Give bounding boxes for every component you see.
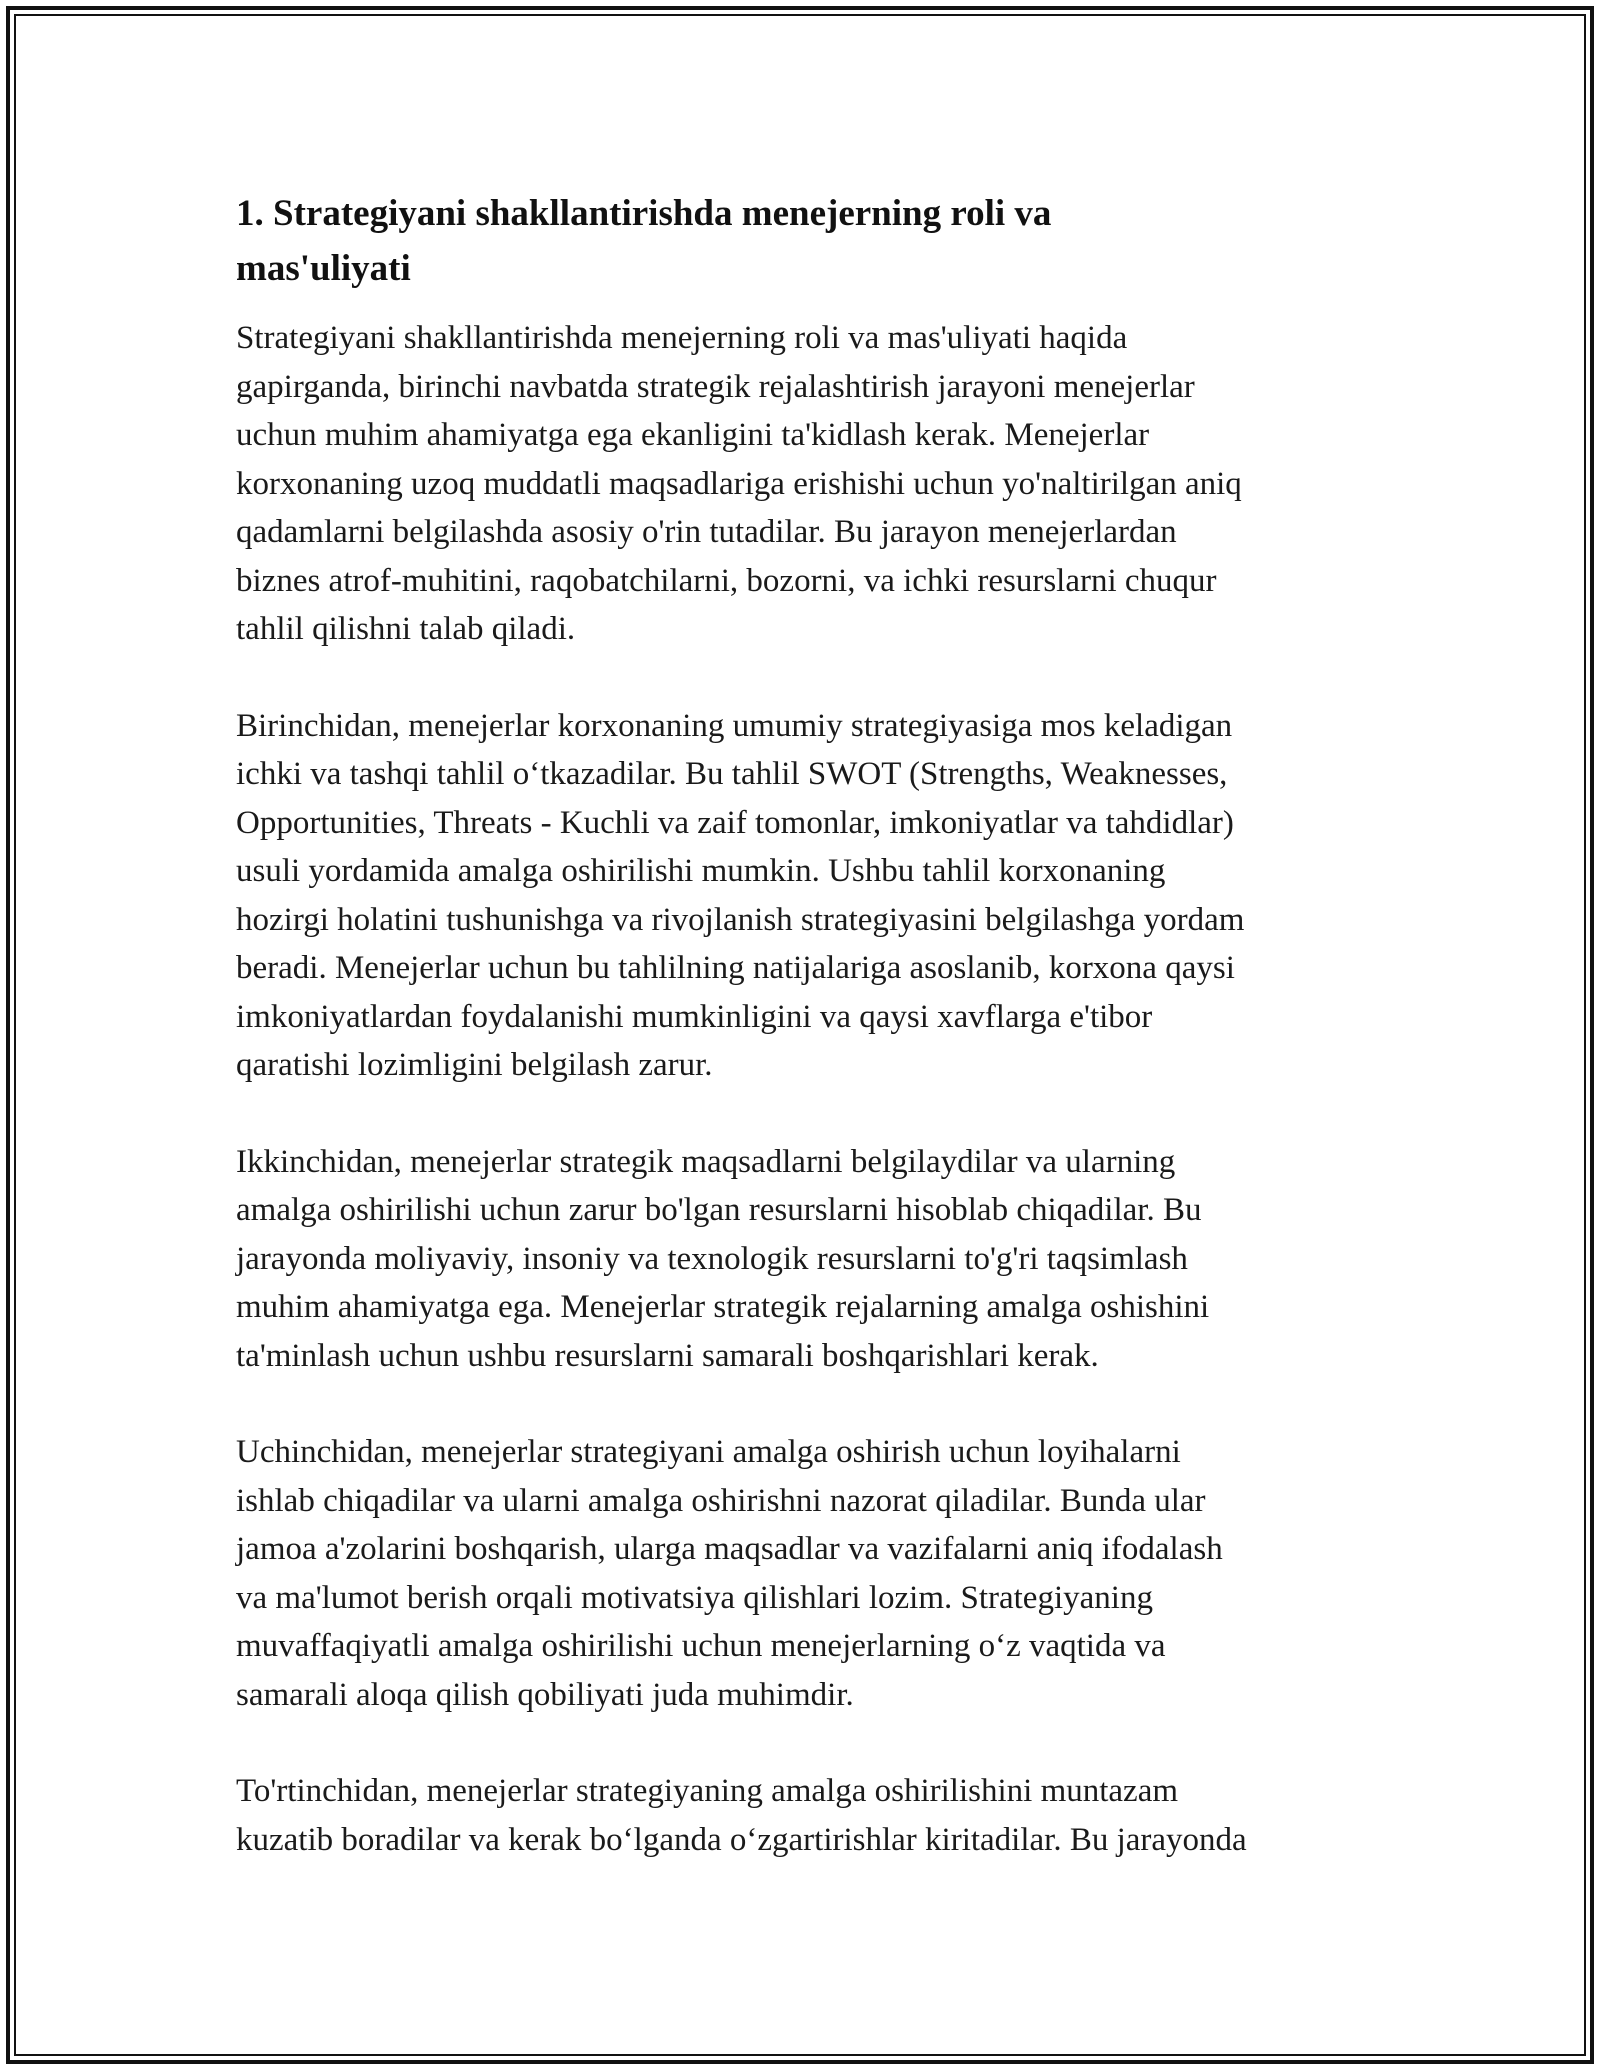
- paragraph-first: [236, 702, 1386, 1090]
- text-line: Uchinchidan, menejerlar strategiyani amalga oshirish uchun loyihalarni: [236, 1434, 1181, 1470]
- text-line: muhim ahamiyatga ega. Menejerlar strategik rejalarning amalga oshishini: [236, 1289, 1210, 1325]
- text-line: samarali aloqa qilish qobiliyati juda muhimdir.: [236, 1676, 854, 1713]
- text-line: korxonaning uzoq muddatli maqsadlariga erishishi uchun yo'naltirilgan aniq: [236, 465, 1242, 502]
- text-line: To'rtinchidan, menejerlar strategiyaning amalga oshirilishini muntazam: [236, 1773, 1179, 1809]
- text-line: hozirgi holatini tushunishga va rivojlanish strategiyasini belgilashga yordam: [236, 901, 1245, 938]
- heading-line: mas'uliyati: [236, 248, 411, 289]
- text-line: Ikkinchidan, menejerlar strategik maqsadlarni belgilaydilar va ularning: [236, 1143, 1176, 1180]
- text-line: jamoa a'zolarini boshqarish, ularga maqsadlar va vazifalarni aniq ifodalash: [236, 1531, 1223, 1567]
- text-line: kuzatib boradilar va kerak bo‘lganda o‘zgartirishlar kiritadilar. Bu jarayonda: [236, 1821, 1247, 1858]
- text-line: qadamlarni belgilashda asosiy o'rin tutadilar. Bu jarayon menejerlardan: [236, 514, 1177, 550]
- text-line: uchun muhim ahamiyatga ega ekanligini ta'kidlash kerak. Menejerlar: [236, 417, 1150, 453]
- text-line: imkoniyatlardan foydalanishi mumkinligini va qaysi xavflarga e'tibor: [236, 998, 1153, 1035]
- text-line: beradi. Menejerlar uchun bu tahlilning natijalariga asoslanib, korxona qaysi: [236, 950, 1235, 986]
- text-line: muvaffaqiyatli amalga oshirilishi uchun menejerlarning o‘z vaqtida va: [236, 1628, 1166, 1664]
- text-line: jarayonda moliyaviy, insoniy va texnologik resurslarni to'g'ri taqsimlash: [236, 1240, 1188, 1277]
- text-line: qaratishi lozimligini belgilash zarur.: [236, 1047, 713, 1083]
- section-heading: [236, 186, 1386, 296]
- paragraph-fourth: [236, 1767, 1386, 1864]
- text-line: ishlab chiqadilar va ularni amalga oshirishni nazorat qiladilar. Bunda ular: [236, 1482, 1206, 1519]
- text-line: ta'minlash uchun ushbu resurslarni samarali boshqarishlari kerak.: [236, 1337, 1099, 1374]
- text-line: Strategiyani shakllantirishda menejerning roli va mas'uliyati haqida: [236, 320, 1128, 356]
- text-line: gapirganda, birinchi navbatda strategik rejalashtirish jarayoni menejerlar: [236, 368, 1195, 405]
- paragraph-intro: [236, 314, 1386, 654]
- paragraph-third: [236, 1428, 1386, 1719]
- paragraph-second: [236, 1138, 1386, 1381]
- text-line: usuli yordamida amalga oshirilishi mumkin. Ushbu tahlil korxonaning: [236, 853, 1166, 889]
- heading-line: 1. Strategiyani shakllantirishda menejerning roli va: [236, 193, 1052, 234]
- text-line: va ma'lumot berish orqali motivatsiya qilishlari lozim. Strategiyaning: [236, 1579, 1153, 1616]
- text-line: ichki va tashqi tahlil o‘tkazadilar. Bu tahlil SWOT (Strengths, Weaknesses,: [236, 756, 1228, 792]
- text-line: amalga oshirilishi uchun zarur bo'lgan resurslarni hisoblab chiqadilar. Bu: [236, 1192, 1202, 1228]
- document-content: [236, 186, 1386, 1912]
- text-line: tahlil qilishni talab qiladi.: [236, 611, 576, 647]
- text-line: Birinchidan, menejerlar korxonaning umumiy strategiyasiga mos keladigan: [236, 707, 1233, 744]
- text-line: Opportunities, Threats - Kuchli va zaif tomonlar, imkoniyatlar va tahdidlar): [236, 804, 1234, 841]
- text-line: biznes atrof-muhitini, raqobatchilarni, bozorni, va ichki resurslarni chuqur: [236, 562, 1217, 599]
